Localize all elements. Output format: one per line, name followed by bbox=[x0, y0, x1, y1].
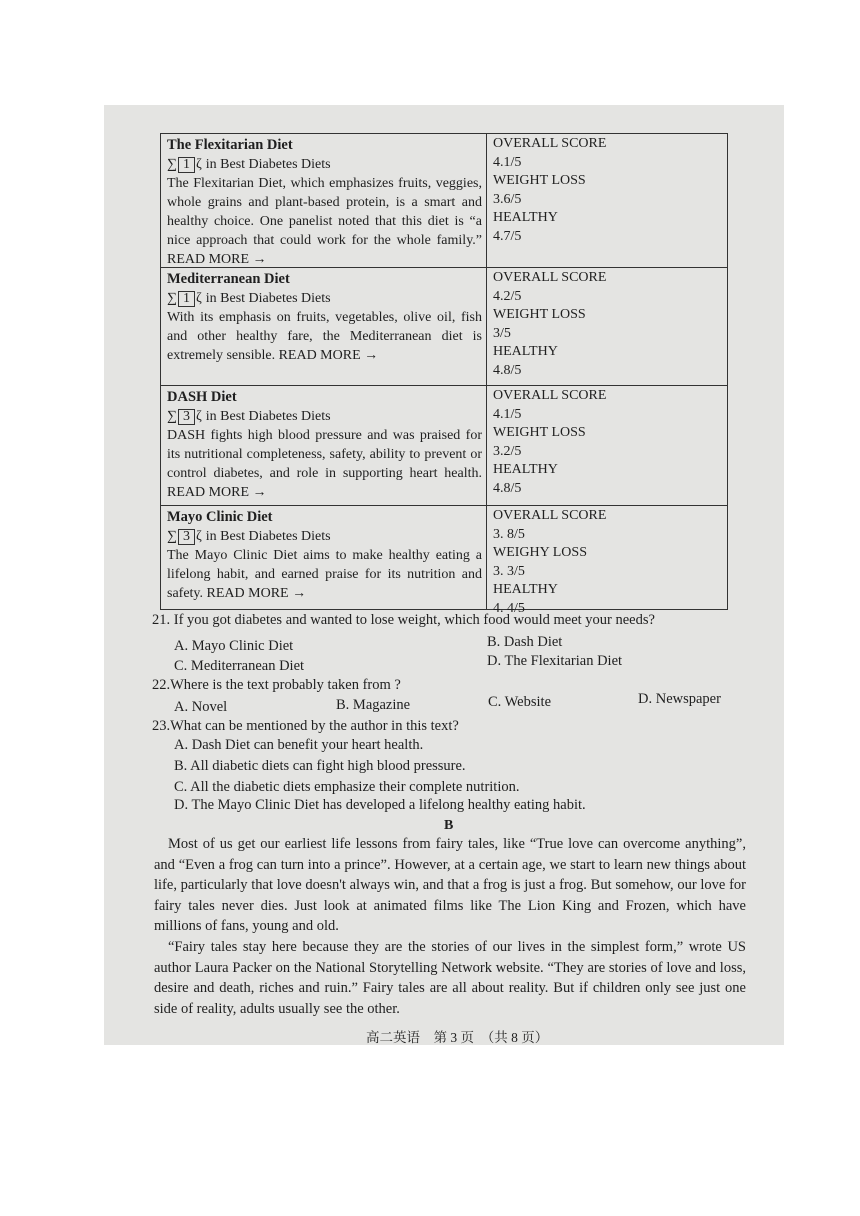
weight-loss-label: WEIGHY LOSS bbox=[493, 545, 587, 560]
question-22-option-a[interactable]: A. Novel bbox=[174, 699, 228, 715]
healthy-label: HEALTHY bbox=[493, 344, 558, 359]
question-21-option-b[interactable]: B. Dash Diet bbox=[487, 634, 563, 650]
overall-score-value: 4.2/5 bbox=[493, 288, 522, 304]
question-23-option-b[interactable]: B. All diabetic diets can fight high blood pressure. bbox=[174, 758, 466, 774]
rank-line bbox=[167, 289, 482, 308]
weight-loss-label: WEIGHT LOSS bbox=[493, 425, 586, 440]
rank-number: 1 bbox=[178, 157, 195, 173]
weight-loss-value: 3.2/5 bbox=[493, 443, 522, 459]
question-23-option-c[interactable]: C. All the diabetic diets emphasize their complete nutrition. bbox=[174, 779, 520, 795]
diet-description: With its emphasis on fruits, vegetables, olive oil, fish and other healthy fare, the Mediterranean diet is extremely sensible. READ MORE → bbox=[167, 310, 482, 363]
diet-scores bbox=[487, 386, 727, 505]
rank-badge: ∑ 3 ζ bbox=[167, 528, 202, 544]
overall-score-value: 3. 8/5 bbox=[493, 526, 525, 542]
question-21-option-a[interactable]: A. Mayo Clinic Diet bbox=[174, 638, 294, 654]
diet-name: The Flexitarian Diet bbox=[167, 137, 293, 153]
weight-loss-label: WEIGHT LOSS bbox=[493, 173, 586, 188]
diet-row-mayo bbox=[161, 505, 727, 616]
diet-scores bbox=[487, 268, 727, 385]
diet-table bbox=[160, 133, 728, 616]
question-23-option-d[interactable]: D. The Mayo Clinic Diet has developed a lifelong healthy eating habit. bbox=[174, 797, 586, 813]
healthy-label: HEALTHY bbox=[493, 462, 558, 477]
rank-number: 1 bbox=[178, 291, 195, 307]
question-21-option-d[interactable]: D. The Flexitarian Diet bbox=[487, 653, 623, 669]
rank-text: in Best Diabetes Diets bbox=[205, 157, 331, 172]
diet-name: Mediterranean Diet bbox=[167, 271, 290, 287]
rank-text: in Best Diabetes Diets bbox=[205, 409, 331, 424]
question-21-option-c[interactable]: C. Mediterranean Diet bbox=[174, 658, 305, 674]
question-22-option-c[interactable]: C. Website bbox=[488, 694, 552, 710]
question-22-option-b[interactable]: B. Magazine bbox=[336, 697, 411, 713]
rank-line bbox=[167, 155, 482, 174]
rank-number: 3 bbox=[178, 409, 195, 425]
question-22-stem: 22.Where is the text probably taken from ? bbox=[152, 677, 401, 693]
overall-score-label: OVERALL SCORE bbox=[493, 270, 607, 285]
rank-badge: ∑ 1 ζ bbox=[167, 290, 202, 306]
question-21-stem: 21. If you got diabetes and wanted to lose weight, which food would meet your needs? bbox=[152, 612, 655, 628]
rank-line bbox=[167, 527, 482, 546]
page-footer: 高二英语 第 3 页 （共 8 页） bbox=[366, 1030, 549, 1045]
weight-loss-value: 3. 3/5 bbox=[493, 563, 525, 579]
overall-score-value: 4.1/5 bbox=[493, 154, 522, 170]
question-23-stem: 23.What can be mentioned by the author in this text? bbox=[152, 718, 459, 734]
overall-score-value: 4.1/5 bbox=[493, 406, 522, 422]
rank-badge: ∑ 3 ζ bbox=[167, 408, 202, 424]
rank-text: in Best Diabetes Diets bbox=[205, 291, 331, 306]
diet-info bbox=[161, 268, 487, 385]
rank-number: 3 bbox=[178, 529, 195, 545]
overall-score-label: OVERALL SCORE bbox=[493, 136, 607, 151]
diet-info bbox=[161, 386, 487, 505]
healthy-label: HEALTHY bbox=[493, 210, 558, 225]
diet-row-flexitarian bbox=[161, 134, 727, 267]
section-heading: B bbox=[444, 818, 454, 833]
healthy-value: 4.8/5 bbox=[493, 362, 522, 378]
healthy-value: 4.7/5 bbox=[493, 228, 522, 244]
rank-badge: ∑ 1 ζ bbox=[167, 156, 202, 172]
diet-description: The Flexitarian Diet, which emphasizes fruits, veggies, whole grains and plant-based protein, is a smart and healthy choice. One panelist noted that this diet is “a nice approach that could work for the whole family.” READ MORE → bbox=[167, 176, 482, 267]
diet-info bbox=[161, 506, 487, 609]
diet-scores bbox=[487, 134, 727, 267]
rank-line bbox=[167, 407, 482, 426]
question-22-option-d[interactable]: D. Newspaper bbox=[638, 691, 721, 707]
diet-scores bbox=[487, 506, 727, 616]
healthy-value: 4. 4/5 bbox=[493, 600, 525, 616]
diet-info bbox=[161, 134, 487, 267]
weight-loss-value: 3/5 bbox=[493, 325, 511, 341]
weight-loss-value: 3.6/5 bbox=[493, 191, 522, 207]
passage-paragraph: “Fairy tales stay here because they are the stories of our lives in the simplest form,” wrote US author Laura Packer on the National Storytelling Network website. “They are stories of love and loss, desire and death, riches and ruin.” Fairy tales are all about reality. But if children only see just one side of reality, adults usually see the other. bbox=[154, 939, 746, 1017]
diet-row-mediterranean bbox=[161, 267, 727, 385]
diet-name: Mayo Clinic Diet bbox=[167, 509, 273, 525]
weight-loss-label: WEIGHT LOSS bbox=[493, 307, 586, 322]
diet-row-dash bbox=[161, 385, 727, 505]
passage-paragraph: Most of us get our earliest life lessons from fairy tales, like “True love can overcome anything”, and “Even a frog can turn into a prince”. However, at a certain age, we start to learn new things about life, particularly that love doesn't always win, and that a frog is just a frog. But somehow, our love for fairy tales never dies. Just look at animated films like The Lion King and Frozen, which have millions of fans, young and old. bbox=[154, 836, 746, 934]
healthy-value: 4.8/5 bbox=[493, 480, 522, 496]
overall-score-label: OVERALL SCORE bbox=[493, 388, 607, 403]
diet-description: DASH fights high blood pressure and was praised for its nutritional completeness, safety, ability to prevent or control diabetes, and role in supporting heart health. READ MORE → bbox=[167, 428, 482, 500]
question-23-option-a[interactable]: A. Dash Diet can benefit your heart health. bbox=[174, 737, 424, 753]
rank-text: in Best Diabetes Diets bbox=[205, 529, 331, 544]
diet-description: The Mayo Clinic Diet aims to make healthy eating a lifelong habit, and earned praise for its nutrition and safety. READ MORE → bbox=[167, 548, 482, 601]
overall-score-label: OVERALL SCORE bbox=[493, 508, 607, 523]
diet-name: DASH Diet bbox=[167, 389, 237, 405]
healthy-label: HEALTHY bbox=[493, 582, 558, 597]
